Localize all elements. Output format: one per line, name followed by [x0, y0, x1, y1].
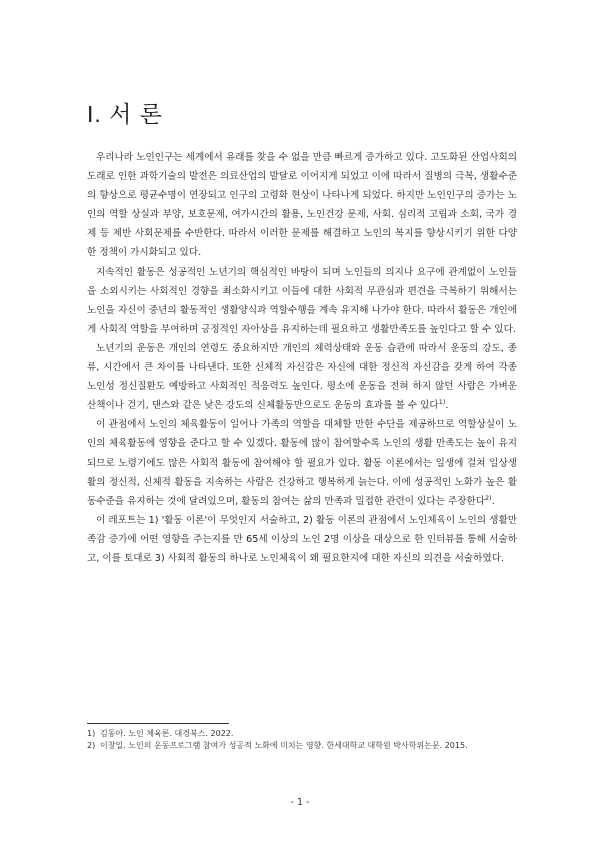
- page-number: - 1 -: [290, 797, 310, 808]
- section-title: I. 서 론: [87, 101, 163, 127]
- footnote-text: 김동아. 노인 체육론. 대경북스. 2022.: [100, 729, 234, 738]
- paragraph-4: [87, 415, 517, 510]
- footnote-number: 2): [87, 741, 96, 751]
- paragraph-2: [87, 263, 517, 339]
- footnote-ref-2[interactable]: 2): [485, 493, 492, 502]
- paragraph-text: 이 관점에서 노인의 체육활동이 일어나 가족의 역할을 대체할 만한 수단을 제공하므로 역할상실이 노인의 체육활동에 영향을 준다고 할 수 있겠다. 활동에 많이 참여할수록 노인의 생활 만족도는 높이 유지되므로 노령기에도 많은 사회적 활동에 참여해야 할 필요가 있다. 활동 이론에서는 일생에 걸쳐 일상생활의 정신적, 신체적 활동을 지속하는 사람은 건강하고 행복하게 늙는다. 이에 성공적인 노화가 높은 활동수준을 유지하는 것에 달려있으며, 활동의 참여는 삶의 만족과 밀접한 관련이 있다는 주장한다: [87, 419, 517, 507]
- paragraph-1: [87, 148, 517, 263]
- footnote-ref-1[interactable]: 1): [438, 398, 446, 407]
- sentence-end: .: [445, 400, 449, 412]
- sentence-end: .: [491, 495, 495, 507]
- paragraph-3: [87, 339, 517, 415]
- footnote-number: 1): [87, 729, 96, 738]
- paragraph-text: 우리나라 노인인구는 세계에서 유래를 찾을 수 없을 만큼 빠르게 증가하고 있다. 고도화된 산업사회의 도래로 인한 과학기술의 발전은 의료산업의 발달로 이어지게 되었고 이에 따라서 질병의 극복, 생활수준의 향상으로 평균수명이 연장되고 인구의 고령화 현상이 나타나게 되었다. 하지만 노인인구의 증가는 노인의 역할 상실과 부양, 보호문제, 여가시간의 활용, 노인건강 문제, 사회. 심리적 고립과 소회, 국가 경제 등 제반 사회문제를 수반한다. 따라서 이러한 문제를 해결하고 노인의 복지를 향상시키기 위한 다양한 정책이 가시화되고 있다.: [87, 152, 517, 259]
- paragraph-5: [87, 511, 517, 568]
- paragraph-text: 이 레포트는 1) '활동 이론'이 무엇인지 서술하고, 2) 활동 이론의 관점에서 노인체육이 노인의 생활만족감 증가에 어떤 영향을 주는지를 만 65세 이상의 노인 2명 이상을 대상으로 한 인터뷰를 통해 서술하고, 이를 토대로 3) 사회적 활동의 하나로 노인체육이 왜 필요한지에 대한 자신의 의견을 서술하였다.: [87, 514, 517, 564]
- footnote-text: 이창일. 노인의 운동프로그램 참여가 성공적 노화에 미치는 영향. 한세대학교 대학원 박사학위논문. 2015.: [100, 741, 468, 751]
- paragraph-text: 노년기의 운동은 개인의 연령도 중요하지만 개인의 체력상태와 운동 습관에 따라서 운동의 강도, 종류, 시간에서 큰 차이를 나타낸다. 또한 신체적 자신감은 자신에 대한 정신적 자신감을 갖게 하여 각종 노인성 정신질환도 예방하고 사회적인 적응력도 높인다. 평소에 운동을 전혀 하지 않던 사람은 가벼운 산책이나 걷기, 댄스와 같은 낮은 강도의 신체활동만으로도 운동의 효과를 볼 수 있다: [87, 342, 517, 412]
- footnote-1: [87, 728, 517, 740]
- body-text: [87, 148, 517, 568]
- footnotes: [87, 728, 517, 753]
- footnote-divider: [87, 723, 229, 724]
- footnote-2: [87, 740, 517, 752]
- paragraph-text: 지속적인 활동은 성공적인 노년기의 핵심적인 바탕이 되며 노인들의 의지나 요구에 관계없이 노인들을 소외시키는 사회적인 경향을 최소화시키고 이들에 대한 사회적 무관심과 편견을 극복하기 위해서는 노인을 자신이 중년의 활동적인 생활양식과 역할수행을 계속 유지해 나가야 한다. 따라서 활동은 개인에게 사회적 역할을 부여하며 긍정적인 자아상을 유지하는데 필요하고 생활만족도를 높인다고 할 수 있다.: [87, 266, 517, 335]
